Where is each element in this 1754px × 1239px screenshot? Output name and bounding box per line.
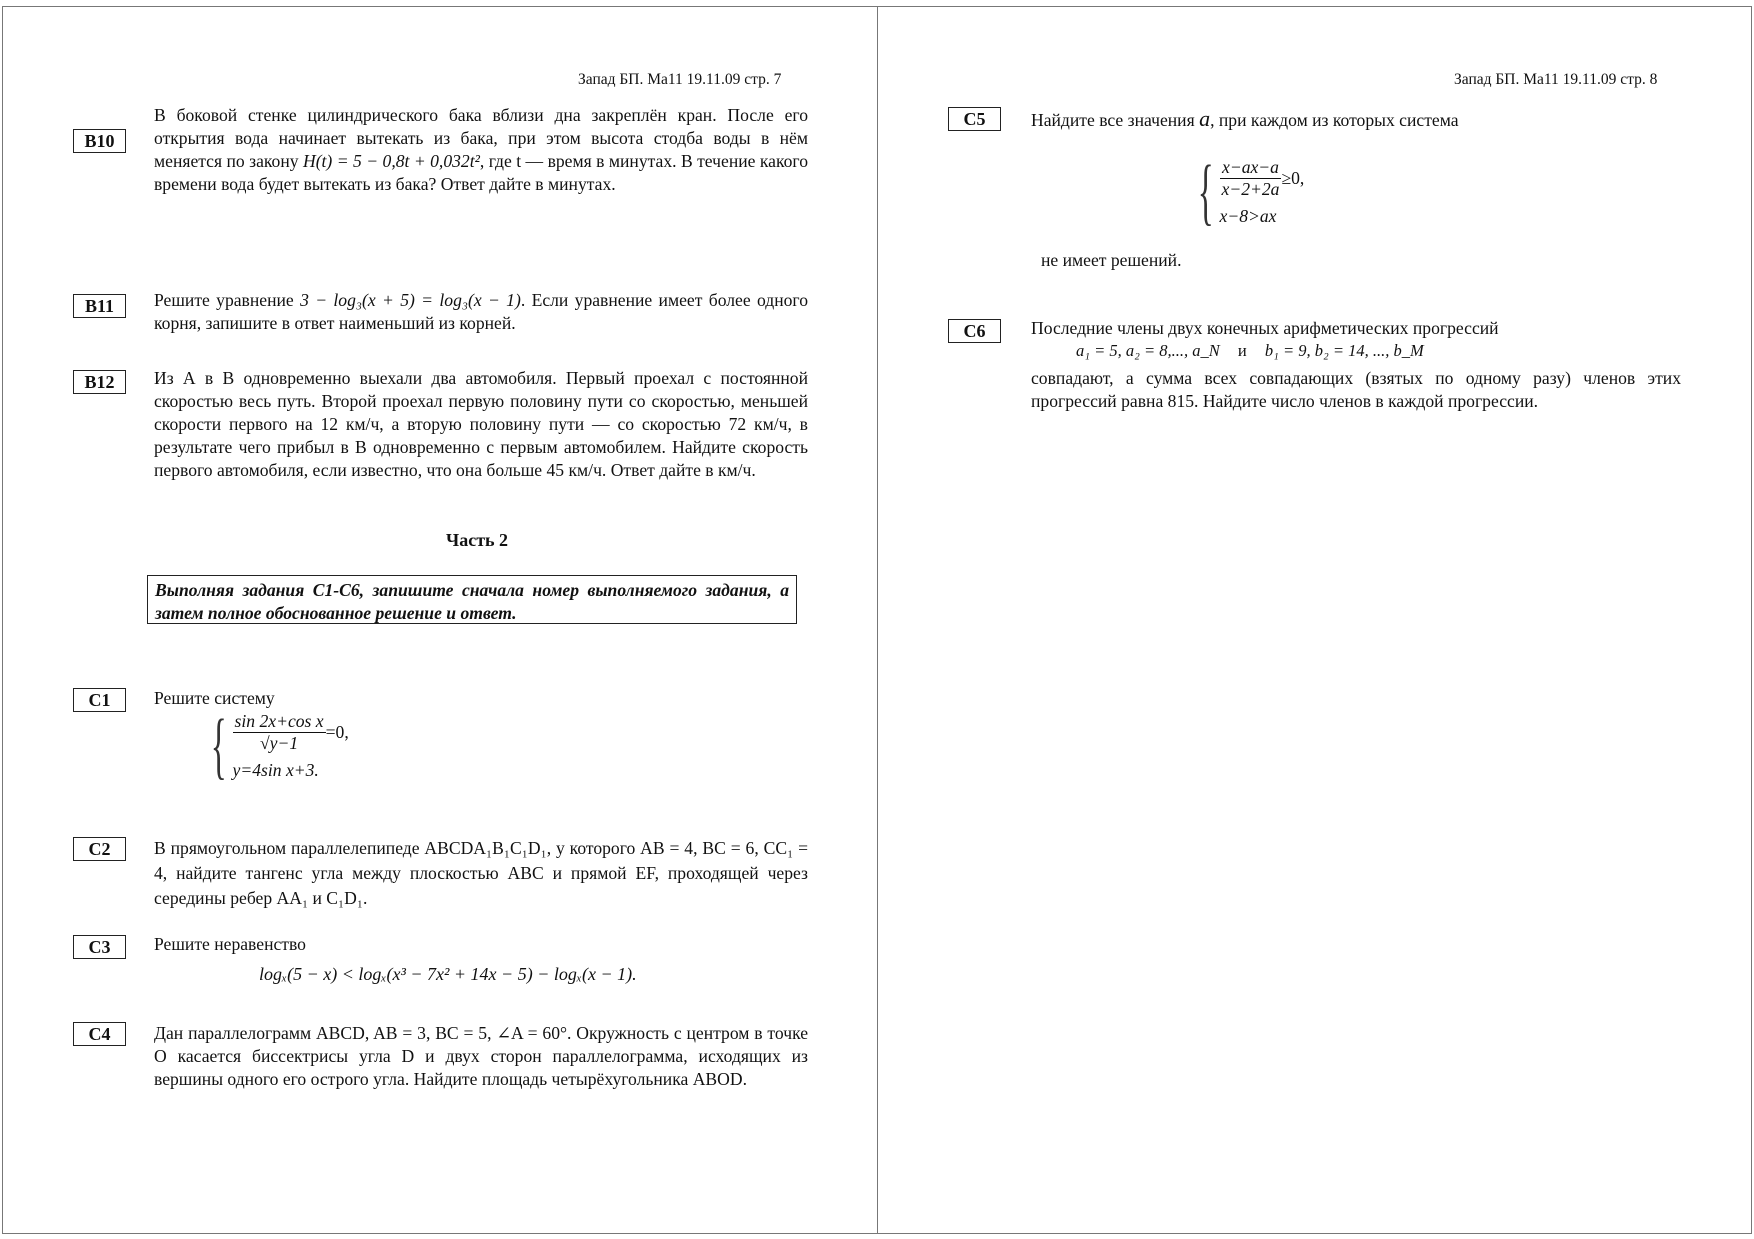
c6-line2: совпадают, а сумма всех совпадающих (взятых по одному разу) членов этих прогрессий равна 815. Найдите число членов в каждой прогрессии. xyxy=(1031,368,1681,411)
c5-eq2: x−8>ax xyxy=(1219,206,1277,226)
c6-and: и xyxy=(1237,341,1247,360)
b11-formula: 3 − log₃(x + 5) = log₃(x − 1) xyxy=(300,290,521,310)
task-label-b11: B11 xyxy=(73,294,126,318)
page-header: Запад БП. Ма11 19.11.09 стр. 7 xyxy=(578,71,782,88)
page-header: Запад БП. Ма11 19.11.09 стр. 8 xyxy=(1454,71,1658,88)
c1-fraction xyxy=(233,711,326,754)
c1-lines xyxy=(233,711,349,781)
c6-sequences xyxy=(1076,341,1424,361)
c3-formula: logₓ(5 − x) < logₓ(x³ − 7x² + 14x − 5) − logₓ(x − 1). xyxy=(259,964,637,984)
task-label-c3: C3 xyxy=(73,935,126,959)
c1-brace: { xyxy=(210,705,227,787)
c5-brace: { xyxy=(1197,151,1214,233)
task-text-c3: Решите неравенство xyxy=(154,934,306,954)
b10-formula: H(t) = 5 − 0,8t + 0,032t² xyxy=(302,151,480,171)
task-label-c5: C5 xyxy=(948,107,1001,131)
page-right xyxy=(877,6,1752,1234)
task-label-b12: B12 xyxy=(73,370,126,394)
task-label-c6: C6 xyxy=(948,319,1001,343)
task-label-b10: B10 xyxy=(73,129,126,153)
task-text-b11 xyxy=(154,289,808,335)
b11-suffix: . Если уравнение имеет более одного корня, запишите в ответ наименьший из корней. xyxy=(154,290,809,333)
c5-prefix: Найдите все значения xyxy=(1031,110,1195,130)
part-title: Часть 2 xyxy=(446,530,509,550)
c1-eq1-rhs: =0, xyxy=(325,722,349,742)
task-text-c4: Дан параллелограмм ABCD, AB = 3, BC = 5, ∠A = 60°. Окружность с центром в точке O касается биссектрисы угла D и двух сторон параллелограмма, исходящих из вершины одного его острого угла. Найдите площадь четырёхугольника ABOD. xyxy=(154,1023,808,1089)
task-text-b12: Из А в В одновременно выехали два автомобиля. Первый проехал с постоянной скоростью весь путь. Второй проехал первую половину пути со скоростью, меньшей скорости первого на 12 км/ч, а вторую половину пути — со скоростью 72 км/ч, в результате чего прибыл в В одновременно с первым автомобилем. Найдите скорость первого автомобиля, если известно, что она больше 45 км/ч. Ответ дайте в км/ч. xyxy=(154,368,808,480)
c6-line1: Последние члены двух конечных арифметических прогрессий xyxy=(1031,318,1499,338)
c5-eq1-den: x−2+2a xyxy=(1221,179,1280,199)
task-label-c2: C2 xyxy=(73,837,126,861)
c6-seq-a: a₁ = 5, a₂ = 8,..., a_N xyxy=(1076,341,1220,360)
c5-eq1 xyxy=(1220,157,1305,200)
task-label-c4: C4 xyxy=(73,1022,126,1046)
task-text-c2: В прямоугольном параллелепипеде ABCDA₁B₁C₁D₁, у которого AB = 4, BC = 6, CC₁ = 4, найдите тангенс угла между плоскостью ABC и прямой EF, проходящей через середины ребер AA₁ и C₁D₁. xyxy=(154,838,808,908)
b10-line1: В боковой стенке цилиндрического бака вблизи дна закреплён кран. После его открытия вода начинает вытекать из бака, при этом высота стодба воды в нём меняется по закону xyxy=(154,105,808,171)
c5-fraction xyxy=(1220,157,1282,200)
c6-seq-b: b₁ = 9, b₂ = 14, ..., b_M xyxy=(1264,341,1424,360)
task-text-c1: Решите систему xyxy=(154,688,275,708)
c5-eq1-rhs: ≥0, xyxy=(1281,168,1305,188)
c1-eq1-den: √y−1 xyxy=(260,733,299,753)
b11-prefix: Решите уравнение xyxy=(154,290,294,310)
c1-system xyxy=(201,705,349,787)
page-left xyxy=(2,6,878,1234)
c1-eq2: y=4sin x+3. xyxy=(232,760,319,780)
c5-after: не имеет решений. xyxy=(1041,250,1182,270)
task-text-b10 xyxy=(154,104,808,196)
c5-suffix: , при каждом из которых система xyxy=(1210,110,1459,130)
c5-system xyxy=(1188,151,1305,233)
c5-lines xyxy=(1220,157,1305,227)
task-text-c5 xyxy=(1031,107,1631,132)
c5-var: a xyxy=(1199,106,1211,131)
c1-eq1 xyxy=(233,711,349,754)
b10-line2: , где t — время в минутах. В течение какого времени вода будет вытекать из бака? Ответ дайте в минутах. xyxy=(154,151,809,194)
instruction-note: Выполняя задания С1-С6, запишите сначала номер выполняемого задания, а затем полное обоснованное решение и ответ. xyxy=(147,575,797,624)
task-label-c1: C1 xyxy=(73,688,126,712)
c5-eq1-num: x−ax−a xyxy=(1222,157,1279,177)
c1-eq1-num: sin 2x+cos x xyxy=(234,711,324,731)
